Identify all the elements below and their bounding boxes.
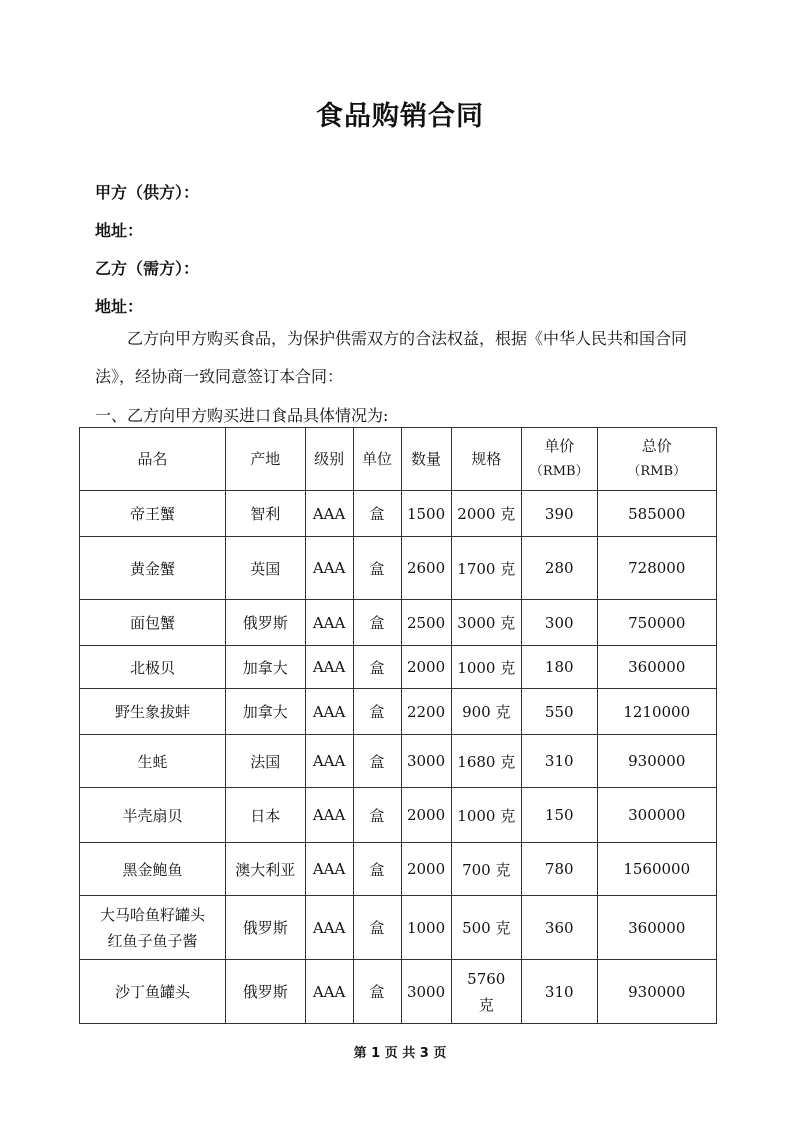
cell-qty: 1000 xyxy=(401,896,451,960)
cell-grade: AAA xyxy=(305,735,353,788)
cell-name: 黄金蟹 xyxy=(80,537,226,600)
cell-total: 360000 xyxy=(597,896,716,960)
table-row xyxy=(80,491,717,537)
cell-total: 1560000 xyxy=(597,843,716,896)
cell-unit: 盒 xyxy=(353,843,401,896)
cell-unit: 盒 xyxy=(353,537,401,600)
cell-qty: 1500 xyxy=(401,491,451,537)
cell-total: 728000 xyxy=(597,537,716,600)
cell-qty: 3000 xyxy=(401,735,451,788)
cell-price: 780 xyxy=(521,843,597,896)
party-b-label: 乙方（需方）： xyxy=(95,259,200,278)
cell-grade: AAA xyxy=(305,689,353,735)
cell-origin: 加拿大 xyxy=(225,646,305,689)
cell-total: 930000 xyxy=(597,960,716,1024)
cell-price: 550 xyxy=(521,689,597,735)
cell-grade: AAA xyxy=(305,600,353,646)
header-price xyxy=(521,428,597,491)
table-row xyxy=(80,735,717,788)
cell-qty: 2200 xyxy=(401,689,451,735)
cell-spec: 1000 克 xyxy=(451,646,521,689)
table-row xyxy=(80,843,717,896)
cell-qty: 2000 xyxy=(401,843,451,896)
header-origin: 产地 xyxy=(225,428,305,491)
cell-price: 150 xyxy=(521,788,597,843)
intro-paragraph: 乙方向甲方购买食品，为保护供需双方的合法权益，根据《中华人民共和国合同法》，经协商一致同意签订本合同： xyxy=(95,329,688,386)
cell-name-line2: 红鱼子鱼子酱 xyxy=(107,931,198,950)
cell-origin: 俄罗斯 xyxy=(225,600,305,646)
cell-unit: 盒 xyxy=(353,600,401,646)
cell-unit: 盒 xyxy=(353,735,401,788)
header-name: 品名 xyxy=(80,428,226,491)
page-footer: 第 1 页 共 3 页 xyxy=(353,1046,447,1061)
cell-spec: 3000 克 xyxy=(451,600,521,646)
cell-origin: 智利 xyxy=(225,491,305,537)
cell-grade: AAA xyxy=(305,646,353,689)
cell-total: 930000 xyxy=(597,735,716,788)
cell-price: 310 xyxy=(521,960,597,1024)
cell-spec: 1000 克 xyxy=(451,788,521,843)
cell-total: 360000 xyxy=(597,646,716,689)
header-total xyxy=(597,428,716,491)
cell-name: 野生象拔蚌 xyxy=(80,689,226,735)
cell-origin: 加拿大 xyxy=(225,689,305,735)
cell-origin: 俄罗斯 xyxy=(225,960,305,1024)
table-row xyxy=(80,537,717,600)
cell-unit: 盒 xyxy=(353,491,401,537)
cell-spec xyxy=(451,960,521,1024)
cell-grade: AAA xyxy=(305,896,353,960)
table-header-row xyxy=(80,428,717,491)
cell-spec: 1700 克 xyxy=(451,537,521,600)
header-price-label: 单价 xyxy=(544,437,575,455)
cell-name-line1: 大马哈鱼籽罐头 xyxy=(99,905,205,924)
cell-unit: 盒 xyxy=(353,960,401,1024)
cell-origin: 法国 xyxy=(225,735,305,788)
cell-price: 300 xyxy=(521,600,597,646)
cell-name: 半壳扇贝 xyxy=(80,788,226,843)
table-row xyxy=(80,689,717,735)
cell-qty: 2500 xyxy=(401,600,451,646)
header-qty: 数量 xyxy=(401,428,451,491)
cell-origin: 俄罗斯 xyxy=(225,896,305,960)
cell-origin: 澳大利亚 xyxy=(225,843,305,896)
cell-unit: 盒 xyxy=(353,689,401,735)
cell-total: 750000 xyxy=(597,600,716,646)
cell-qty: 3000 xyxy=(401,960,451,1024)
cell-name: 北极贝 xyxy=(80,646,226,689)
table-row xyxy=(80,896,717,960)
header-total-label: 总价 xyxy=(641,437,672,455)
cell-total: 1210000 xyxy=(597,689,716,735)
header-total-unit: （RMB） xyxy=(627,464,687,479)
cell-price: 280 xyxy=(521,537,597,600)
party-a-address-label: 地址： xyxy=(95,221,144,240)
cell-grade: AAA xyxy=(305,788,353,843)
cell-qty: 2000 xyxy=(401,788,451,843)
cell-name xyxy=(80,896,226,960)
cell-spec-line1: 5760 xyxy=(467,969,506,988)
cell-grade: AAA xyxy=(305,843,353,896)
cell-origin: 英国 xyxy=(225,537,305,600)
section-1-heading: 一、乙方向甲方购买进口食品具体情况为: xyxy=(95,406,389,425)
cell-total: 300000 xyxy=(597,788,716,843)
cell-spec: 500 克 xyxy=(451,896,521,960)
header-price-unit: （RMB） xyxy=(529,464,589,479)
cell-name: 帝王蟹 xyxy=(80,491,226,537)
cell-price: 360 xyxy=(521,896,597,960)
cell-price: 390 xyxy=(521,491,597,537)
contract-title: 食品购销合同 xyxy=(316,101,484,132)
cell-grade: AAA xyxy=(305,537,353,600)
table-row xyxy=(80,788,717,843)
cell-unit: 盒 xyxy=(353,646,401,689)
cell-qty: 2000 xyxy=(401,646,451,689)
cell-spec: 1680 克 xyxy=(451,735,521,788)
cell-spec: 700 克 xyxy=(451,843,521,896)
cell-price: 310 xyxy=(521,735,597,788)
cell-spec: 2000 克 xyxy=(451,491,521,537)
party-a-label: 甲方（供方）： xyxy=(95,183,200,202)
cell-price: 180 xyxy=(521,646,597,689)
cell-name: 面包蟹 xyxy=(80,600,226,646)
goods-table xyxy=(79,427,717,1024)
cell-total: 585000 xyxy=(597,491,716,537)
header-spec: 规格 xyxy=(451,428,521,491)
cell-unit: 盒 xyxy=(353,896,401,960)
table-row xyxy=(80,600,717,646)
cell-origin: 日本 xyxy=(225,788,305,843)
table-row xyxy=(80,646,717,689)
cell-grade: AAA xyxy=(305,491,353,537)
cell-name: 生蚝 xyxy=(80,735,226,788)
cell-spec: 900 克 xyxy=(451,689,521,735)
cell-unit: 盒 xyxy=(353,788,401,843)
party-b-address-label: 地址： xyxy=(95,297,144,316)
table-row xyxy=(80,960,717,1024)
cell-grade: AAA xyxy=(305,960,353,1024)
cell-name: 黑金鲍鱼 xyxy=(80,843,226,896)
cell-name: 沙丁鱼罐头 xyxy=(80,960,226,1024)
cell-qty: 2600 xyxy=(401,537,451,600)
header-unit: 单位 xyxy=(353,428,401,491)
cell-spec-line2: 克 xyxy=(478,995,494,1014)
header-grade: 级别 xyxy=(305,428,353,491)
